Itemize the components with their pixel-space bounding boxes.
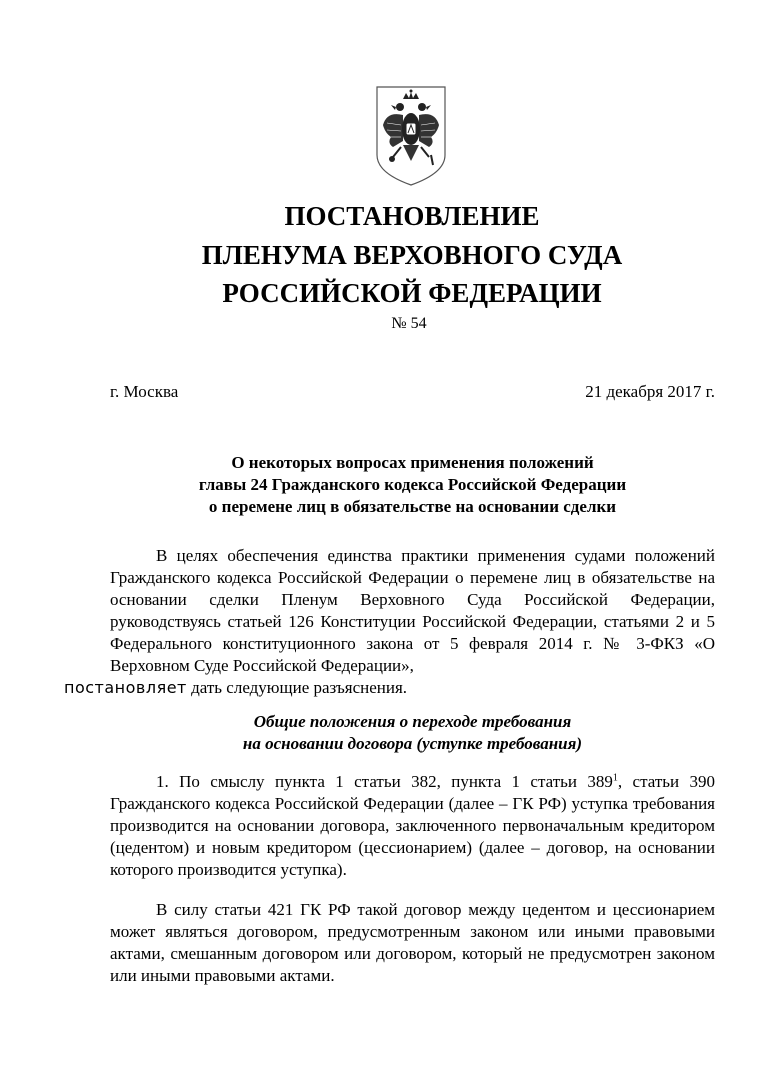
paragraph-2: В силу статьи 421 ГК РФ такой договор между цедентом и цессионарием может являться договором, предусмотренным законом или иными правовыми актами, смешанным договором или договором, который не предусмотрен законом или иными правовыми актами. — [110, 900, 715, 985]
city-date-row — [110, 382, 715, 402]
city: г. Москва — [110, 382, 179, 401]
section-heading — [110, 711, 715, 755]
main-heading-line-1: О некоторых вопросах применения положений — [231, 453, 594, 472]
document-title-line-3: РОССИЙСКОЙ ФЕДЕРАЦИИ — [222, 278, 602, 308]
paragraph-1-start: 1. По смыслу пункта 1 статьи 382, пункта 1 статьи 389 — [156, 772, 613, 791]
preamble-emphasis: постановляет — [64, 678, 187, 697]
document-number: № 54 — [391, 315, 427, 332]
section-heading-line-1: Общие положения о переходе требования — [253, 712, 572, 731]
paragraph-1-rest: , статьи 390 Гражданского кодекса Российской Федерации (далее – ГК РФ) уступка требования производится на основании договора, заключенного первоначальным кредитором (цедентом) и новым кредитором (цессионарием) (далее – договор, на основании которого производится уступка). — [110, 772, 715, 879]
document-title-line-1: ПОСТАНОВЛЕНИЕ — [284, 201, 540, 231]
russian-coat-of-arms-icon — [373, 85, 449, 187]
footnote-mark: 1 — [612, 772, 618, 784]
preamble-paragraph — [64, 545, 715, 699]
section-heading-line-2: на основании договора (уступке требования) — [242, 734, 583, 753]
preamble-text: В целях обеспечения единства практики применения судами положений Гражданского кодекса Российской Федерации о перемене лиц в обязательстве на основании сделки Пленум Верховного Суда Российской Федерации, руководствуясь статьей 126 Конституции Российской Федерации, статьями 2 и 5 Федерального конституционного закона от 5 февраля 2014 г. № 3-ФКЗ «О Верховном Суде Российской Федерации», — [110, 546, 715, 675]
main-heading — [110, 452, 715, 518]
preamble-ending: дать следующие разъяснения. — [186, 678, 408, 697]
main-heading-line-2: главы 24 Гражданского кодекса Российской Федерации — [198, 475, 627, 494]
main-heading-line-3: о перемене лиц в обязательстве на основании сделки — [208, 497, 617, 516]
date: 21 декабря 2017 г. — [585, 382, 715, 401]
paragraph-1 — [110, 771, 715, 881]
document-title-line-2: ПЛЕНУМА ВЕРХОВНОГО СУДА — [201, 240, 623, 270]
